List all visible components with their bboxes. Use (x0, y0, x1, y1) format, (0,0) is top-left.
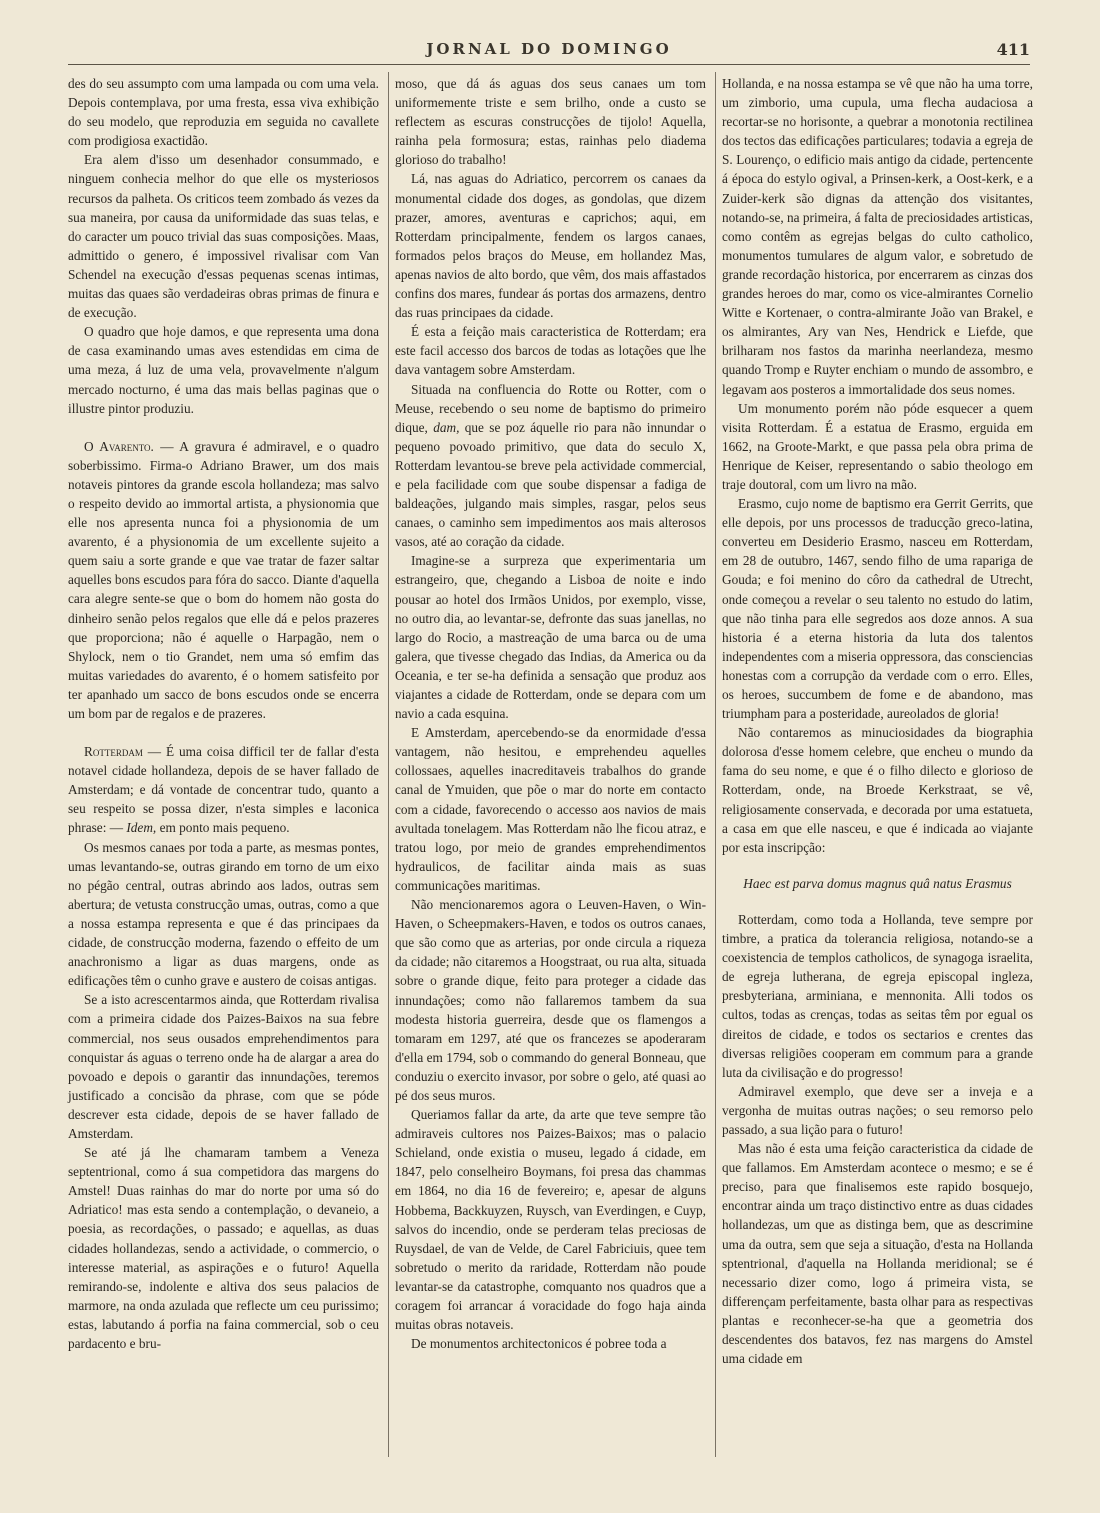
paragraph: Hollanda, e na nossa estampa se vê que não ha uma torre, um zimborio, uma cupula, uma flecha audaciosa a recortar-se no horisonte, a quebrar a monotonia rectilinea dos tectos das edificações particulares; todavia a egreja de S. Lourenço, o edificio mais antigo da cidade, pertencente á época do estylo ogival, a Prinsen-kerk, a Oost-kerk, e a Zuider-kerk são dignas da attenção dos visitantes, notando-se, na primeira, á falta de preciosidades artisticas, como contêm as egrejas belgas do culto catholico, monumentos tumulares de algum valor, e sobretudo de grande recordação historica, por encerrarem as cinzas dos grandes heroes do mar, como os vice-almirantes Cornelio Witte e Kortenaer, o contra-almirante João van Brakel, e os almirantes, Ary van Nes, Hendrick e Liefde, que brilharam nos fastos da marinha neerlandeza, mesmo quando Tromp e Ruyter enchiam o mundo de assombro, e legavam aos posteros a immortalidade dos seus nomes. (722, 76, 1033, 397)
page-header (68, 38, 1030, 64)
paragraph: Erasmo, cujo nome de baptismo era Gerrit Gerrits, que elle depois, por uns processos de traducção greco-latina, converteu em Desiderio Erasmo, nasceu em Rotterdam, em 28 de outubro, 1467, sendo filho de uma rapariga de Gouda; e foi menino do côro da cathedral de Utrecht, onde começou a revelar o seu talento no estudo do latim, que não tinha para elle segredos aos doze annos. A sua historia é a eterna historia da luta dos talentos independentes com a miseria oppressora, das consciencias honestas com a corrupção da verdade com o erro. Elles, os heroes, succumbem de fome e de abandono, mas triumpham para a posteridade, aureolados de gloria! (722, 496, 1033, 722)
paragraph-text: — A gravura é admiravel, e o quadro soberbissimo. Firma-o Adriano Brawer, um dos mais notaveis pintores da grande escola hollandeza; mas salvo o respeito devido ao immortal artista, a physionomia que elle nos apresenta nunca foi a physionomia de um avarento, é a physionomia de um excellente sujeito a quem saiu a sorte grande e que vae tratar de fazer saltar aquelles bons escudos para fóra do sacco. Diante d'aquella cara alegre sente-se que o bom do homem não gosta do dinheiro senão pelos regalos que elle dá e pelos prazeres que proporciona; não é aquelle o Harpagão, nem o Shylock, nem o tio Grandet, nem uma só emfim das muitas variedades do avarento, é o homem satisfeito por ter apanhado um sacco de bons escudos onde se encerra um bom par de regalos e de prazeres. (68, 438, 379, 721)
column-2 (395, 74, 706, 1353)
paragraph: Rotterdam, como toda a Hollanda, teve sempre por timbre, a pratica da tolerancia religiosa, notando-se a coexistencia de templos catholicos, de synagoga israelita, de egreja lutherana, de egreja episcopal ingleza, presbyteriana, arminiana, e mennonita. Alli todos os cultos, todas as crenças, todas as seitas têm por egual os direitos de cidade, e todos os sectarios e crentes das diversas religiões cooperam em commum para a grande luta da civilisação e do progresso! (722, 911, 1033, 1080)
paragraph: Admiravel exemplo, que deve ser a inveja e a vergonha de muitas outras nações; o seu remorso pelo passado, a sua lição para o futuro! (722, 1083, 1033, 1137)
column-divider-1 (388, 72, 389, 1457)
paragraph: De monumentos architectonicos é pobree toda a (411, 1336, 667, 1352)
paragraph: E Amsterdam, apercebendo-se da enormidade d'essa vantagem, não hesitou, e emprehendeu aquelles collossaes, aquelles inacreditaveis trabalhos do grande canal de Ymuiden, que põe o mar do norte em contacto com a cidade, favorecendo o accesso aos navios de mais avultada tonelagem. Mas Rotterdam não lhe ficou atraz, e tratou logo, por meio de grandes emprehendimentos hydraulicos, de facilitar ainda mais as suas communicações maritimas. (395, 725, 706, 893)
paragraph: Queriamos fallar da arte, da arte que teve sempre tão admiraveis cultores nos Paizes-Baixos; mas o palacio Schieland, onde existia o museu, legado á cidade, em 1847, pelo conselheiro Boymans, foi presa das chammas em 1864, no dia 16 de fevereiro; e, apesar de alguns Hobbema, Backkuyzen, Ruysch, van Everdingen, e Cuyp, salvos do incendio, onde se perderam telas preciosas de Ruysdael, de van de Velde, de Carel Fabriciuis, quee tem sobretudo o merito da raridade, Rotterdam não poude levantar-se da catastrophe, comquanto nos quadros que a coragem foi arrancar á voracidade do fogo haja ainda muitas obras notaveis. (395, 1107, 706, 1333)
paragraph-text: em ponto mais pequeno. (156, 820, 290, 836)
header-rule (68, 64, 1030, 65)
paragraph: É esta a feição mais caracteristica de Rotterdam; era este facil accesso dos barcos de todas as lotações que lhe dava vantagem sobre Amsterdam. (395, 324, 706, 378)
paragraph: O quadro que hoje damos, e que representa uma dona de casa examinando umas aves estendidas em cima de uma meza, á luz de uma vela, provavelmente n'algum mercado nocturno, é uma das mais bellas paginas que o illustre pintor produziu. (68, 324, 379, 416)
paragraph: Mas não é esta uma feição caracteristica da cidade de que fallamos. Em Amsterdam acontece o mesmo; e se é preciso, para que finalisemos este rapido bosquejo, encontrar ainda um traço distinctivo entre as duas cidades hollandezas, um que as distinga bem, que as descrimine uma da outra, sem que seja a situação, d'esta na Hollanda sptentrional, d'aquella na Hollanda meridional; se é necessario dizer como, logo á primeira vista, se differençam perfeitamente, basta olhar para as respectivas plantas e reconhecer-se-ha que a geometria dos descendentes dos batavos, fez nas margens do Amstel uma cidade em (722, 1141, 1033, 1367)
paragraph: moso, que dá ás aguas dos seus canaes um tom uniformemente triste e sem brilho, onde a custo se reflectem as escuras construcções de tijolo! Aquella, rainha pela formosura; estas, rainhas pelo diadema glorioso do trabalho! (395, 76, 706, 168)
masthead-title: JORNAL DO DOMINGO (426, 40, 672, 58)
paragraph: Se a isto acrescentarmos ainda, que Rotterdam rivalisa com a primeira cidade dos Paizes-Baixos na sua febre commercial, nos seus ousados emprehendimentos para conquistar ás aguas o terreno onde ha de alargar a area do povoado e depois o garantir das innundações, teremos justificado a concisão da phrase, com que se póde descrever esta cidade, depois de se haver fallado de Amsterdam. (68, 992, 379, 1141)
paragraph-text: — É uma coisa difficil ter de fallar d'esta notavel cidade hollandeza, depois de se haver fallado de Amsterdam; e dá vontade de concentrar tudo, quanto a seu respeito se possa dizer, n'esta simples e laconica phrase: — (68, 744, 379, 836)
paragraph: Os mesmos canaes por toda a parte, as mesmas pontes, umas levantando-se, outras girando em torno de um eixo no pégão central, outras abrindo aos lados, outras sem abertura; de vetusta construcção umas, outras, como a que a nossa estampa representa e que é das principaes da cidade, de construcção moderna, fazendo o effeito de um anachronismo a ligar as duas margens, onde as edificações têm o cunho grave e austero de coisas antigas. (68, 839, 379, 989)
paragraph (395, 380, 706, 552)
paragraph: des do seu assumpto com uma lampada ou com uma vela. Depois contemplava, por uma fresta, essa viva exhibição do seu modelo, que reproduzia em seguida no cavallete com prodigiosa exactidão. (68, 76, 379, 149)
paragraph-text: Situada na confluencia do Rotte ou Rotter, com o Meuse, recebendo o seu nome de baptismo do primeiro dique, (395, 381, 706, 435)
italic-term: dam, (433, 419, 460, 435)
page-number: 411 (996, 40, 1030, 59)
section-heading-rotterdam: Rotterdam (84, 744, 143, 760)
italic-term: Idem, (126, 820, 157, 836)
paragraph: Não mencionaremos agora o Leuven-Haven, o Win-Haven, o Scheepmakers-Haven, e todos os outros canaes, que são como que as arterias, por onde circula a riqueza da cidade; não citaremos a Hoogstraat, ou rua alta, situada sobre o grande dique, feito para proteger a cidade das innundações; como não fallaremos tambem da sua modesta historia guerreira, desde que os flamengos a tomaram em 1297, até que os francezes se apoderaram d'ella em 1794, sob o commando do general Bonneau, que conduziu o exercito invasor, por sobre o gelo, até quasi ao pé dos seus muros. (395, 897, 706, 1103)
paragraph: Era alem d'isso um desenhador consummado, e ninguem conhecia melhor do que elle os mysteriosos recursos da palheta. Os criticos teem zombado ás vezes da sua maneira, por causa da uniformidade das suas telas, e do caracter um pouco trivial das suas composições. Maas, admittido o genero, é impossivel rivalisar com Van Schendel na execução d'essas pequenas scenas intimas, muitas das quaes são verdadeiras obras primas de finura e de execução. (68, 152, 379, 321)
paragraph: Um monumento porém não póde esquecer a quem visita Rotterdam. É a estatua de Erasmo, erguida em 1662, na Groote-Markt, e que passa pela obra prima de Henrique de Keiser, representando o sabio theologo em traje doutoral, com um livro na mão. (722, 400, 1033, 492)
paragraph: Não contaremos as minuciosidades da biographia dolorosa d'esse homem celebre, que encheu o mundo da fama do seu nome, e que é o filho dilecto e glorioso de Rotterdam, onde, na Broede Kerkstraat, se vê, religiosamente conservada, e decorada por uma estatueta, a casa em que elle nasceu, e que é indicada ao viajante por esta inscripção: (722, 725, 1033, 855)
paragraph-rotterdam (68, 742, 379, 837)
paragraph: Se até já lhe chamaram tambem a Veneza septentrional, como á sua competidora das margens do Amstel! Duas rainhas do mar do norte por uma só do Adriatico! mas esta sendo a contemplação, o devaneio, a poesia, as recordações, o passado; e aquellas, as duas cidades hollandezas, sendo a actividade, o commercio, o interesse material, as aspirações e o futuro! Aquella remirando-se, indolente e altiva dos seus palacios de marmore, na onda azulada que reflecte um ceu purissimo; estas, labutando á porfia na faina commercial, sob o ceu pardacento e bru- (68, 1145, 379, 1351)
paragraph: Imagine-se a surpreza que experimentaria um estrangeiro, que, chegando a Lisboa de noite e indo pousar ao hotel dos Irmãos Unidos, por exemplo, visse, no outro dia, ao levantar-se, defronte das suas janellas, no largo do Rocio, a mastreação de uma barca ou de uma galera, que tivesse chegado das Indias, da America ou da Oceania, e ter se-ha definida a sensação que produz aos viajantes a cidade de Rotterdam, onde se depara com um navio a cada esquina. (395, 553, 706, 722)
column-3 (722, 74, 1033, 1368)
paragraph: Lá, nas aguas do Adriatico, percorrem os canaes da monumental cidade dos doges, as gondolas, que dizem prazer, amores, aventuras e caprichos; aqui, em Rotterdam principalmente, fendem os largos canaes, formados pelos braços do Meuse, em hollandez Mas, apenas navios de alto bordo, que vêm, dos mais affastados confins dos mares, fundear ás portas dos armazens, dentro das ruas principaes da cidade. (395, 171, 706, 321)
paragraph-text: que se poz áquelle rio para não innundar o pequeno povoado primitivo, que data do seculo X, Rotterdam levantou-se breve pela actividade commercial, e pela facilidade com que soube dispensar a fadiga de baldeações, julgando mais simples, rasgar, pelos seus canaes, o caminho sem impedimentos aos mais alterosos vasos, até ao coração da cidade. (395, 419, 706, 550)
column-1 (68, 74, 379, 1353)
section-heading-avarento: O Avarento. (84, 438, 154, 454)
latin-inscription: Haec est parva domus magnus quâ natus Erasmus (743, 875, 1012, 891)
paragraph-avarento (68, 437, 379, 723)
column-divider-2 (715, 72, 716, 1457)
